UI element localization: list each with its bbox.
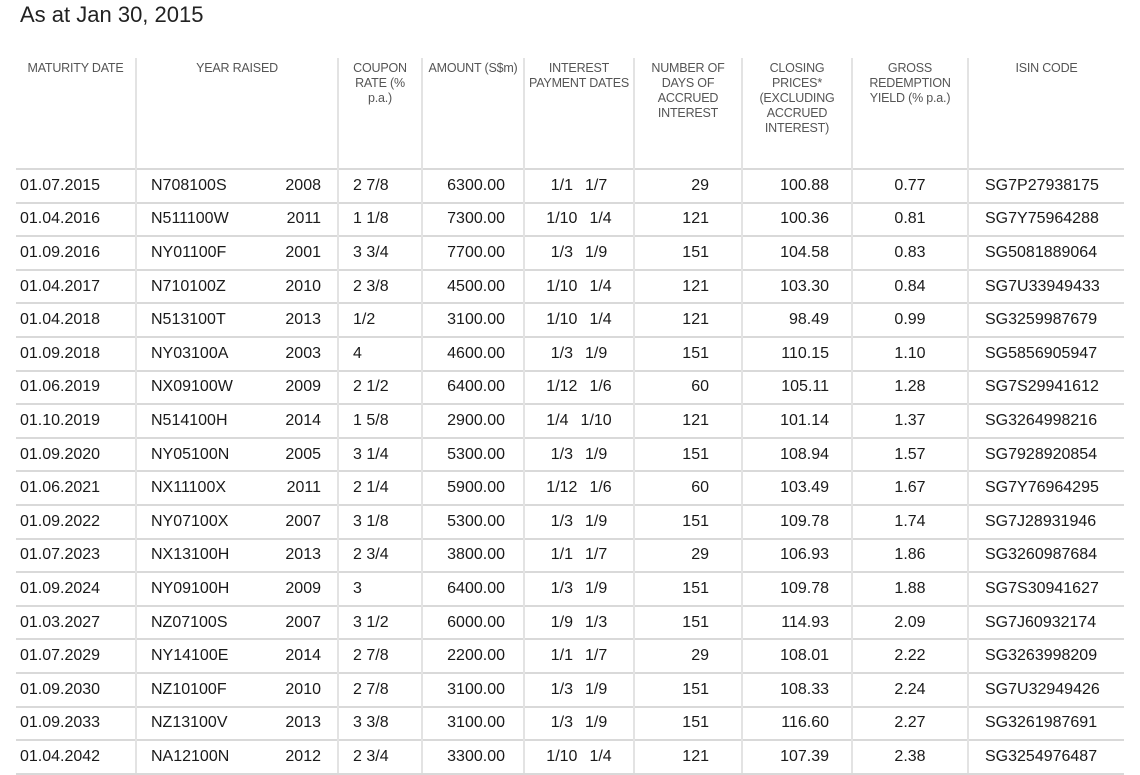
isin-code-cell: SG5081889064 (968, 236, 1124, 270)
isin-code-cell: SG7928920854 (968, 438, 1124, 472)
coupon-rate-cell: 2 3/8 (338, 270, 422, 304)
accrued-days-cell: 151 (634, 337, 742, 371)
interest-date-1: 1/1 (550, 647, 573, 665)
isin-code-cell: SG7P27938175 (968, 169, 1124, 203)
amount-cell: 3100.00 (422, 707, 524, 741)
isin-code-cell: SG7J60932174 (968, 606, 1124, 640)
table-row (16, 337, 1124, 371)
header-isin-code: ISIN CODE (968, 58, 1124, 169)
interest-date-1: 1/10 (546, 311, 578, 329)
coupon-rate-cell: 3 (338, 572, 422, 606)
interest-dates-cell (524, 203, 634, 237)
year-raised-cell (136, 203, 338, 237)
amount-cell: 7300.00 (422, 203, 524, 237)
gross-yield-cell: 2.22 (852, 639, 968, 673)
year-raised-cell (136, 169, 338, 203)
amount-cell: 3300.00 (422, 740, 524, 774)
coupon-rate-cell: 1/2 (338, 303, 422, 337)
table-row (16, 505, 1124, 539)
closing-price-cell: 107.39 (742, 740, 852, 774)
isin-code-cell: SG7S29941612 (968, 371, 1124, 405)
year-raised: 2009 (285, 579, 321, 597)
table-row (16, 371, 1124, 405)
coupon-rate-cell: 4 (338, 337, 422, 371)
gross-yield-cell: 1.10 (852, 337, 968, 371)
closing-price-cell: 108.01 (742, 639, 852, 673)
bond-code: NY01100F (151, 243, 227, 261)
closing-price-cell: 100.88 (742, 169, 852, 203)
accrued-days-cell: 151 (634, 505, 742, 539)
accrued-days-cell: 121 (634, 203, 742, 237)
bond-code: N513100T (151, 311, 226, 329)
header-accrued-days: NUMBER OF DAYS OF ACCRUED INTEREST (634, 58, 742, 169)
maturity-date-cell: 01.06.2019 (16, 371, 136, 405)
table-row (16, 539, 1124, 573)
year-raised: 2007 (285, 512, 321, 530)
interest-date-2: 1/7 (585, 176, 608, 194)
interest-date-2: 1/9 (585, 243, 608, 261)
gross-yield-cell: 1.88 (852, 572, 968, 606)
table-row (16, 707, 1124, 741)
year-raised-cell (136, 236, 338, 270)
interest-date-2: 1/9 (585, 680, 608, 698)
interest-date-1: 1/3 (550, 714, 573, 732)
interest-dates-cell (524, 707, 634, 741)
isin-code-cell: SG3264998216 (968, 404, 1124, 438)
interest-dates-cell (524, 270, 634, 304)
maturity-date-cell: 01.09.2030 (16, 673, 136, 707)
gross-yield-cell: 1.57 (852, 438, 968, 472)
year-raised-cell (136, 606, 338, 640)
interest-dates-cell (524, 303, 634, 337)
bond-code: NX09100W (151, 378, 233, 396)
interest-date-1: 1/3 (550, 579, 573, 597)
year-raised: 2013 (285, 546, 321, 564)
table-row (16, 639, 1124, 673)
maturity-date-cell: 01.09.2024 (16, 572, 136, 606)
table-body (16, 169, 1124, 774)
interest-dates-cell (524, 169, 634, 203)
maturity-date-cell: 01.09.2033 (16, 707, 136, 741)
header-year-raised: YEAR RAISED (136, 58, 338, 169)
closing-price-cell: 104.58 (742, 236, 852, 270)
bond-code: NZ13100V (151, 714, 228, 732)
bond-code: N708100S (151, 176, 227, 194)
table-row (16, 606, 1124, 640)
year-raised-cell (136, 539, 338, 573)
maturity-date-cell: 01.04.2042 (16, 740, 136, 774)
year-raised-cell (136, 572, 338, 606)
interest-date-2: 1/3 (585, 613, 608, 631)
year-raised: 2009 (285, 378, 321, 396)
year-raised-cell (136, 438, 338, 472)
gross-yield-cell: 2.38 (852, 740, 968, 774)
accrued-days-cell: 151 (634, 438, 742, 472)
amount-cell: 6400.00 (422, 371, 524, 405)
maturity-date-cell: 01.10.2019 (16, 404, 136, 438)
interest-date-2: 1/10 (580, 411, 612, 429)
amount-cell: 7700.00 (422, 236, 524, 270)
accrued-days-cell: 151 (634, 707, 742, 741)
coupon-rate-cell: 3 3/4 (338, 236, 422, 270)
coupon-rate-cell: 1 1/8 (338, 203, 422, 237)
closing-price-cell: 109.78 (742, 505, 852, 539)
coupon-rate-cell: 2 7/8 (338, 639, 422, 673)
interest-date-1: 1/1 (550, 176, 573, 194)
interest-dates-cell (524, 404, 634, 438)
year-raised-cell (136, 707, 338, 741)
interest-dates-cell (524, 471, 634, 505)
isin-code-cell: SG7U32949426 (968, 673, 1124, 707)
maturity-date-cell: 01.07.2015 (16, 169, 136, 203)
year-raised-cell (136, 471, 338, 505)
closing-price-cell: 116.60 (742, 707, 852, 741)
isin-code-cell: SG7S30941627 (968, 572, 1124, 606)
interest-dates-cell (524, 673, 634, 707)
closing-price-cell: 105.11 (742, 371, 852, 405)
gross-yield-cell: 1.37 (852, 404, 968, 438)
accrued-days-cell: 60 (634, 471, 742, 505)
gross-yield-cell: 1.86 (852, 539, 968, 573)
year-raised-cell (136, 740, 338, 774)
table-row (16, 471, 1124, 505)
coupon-rate-cell: 2 7/8 (338, 169, 422, 203)
closing-price-cell: 110.15 (742, 337, 852, 371)
bond-code: N514100H (151, 411, 228, 429)
isin-code-cell: SG7J28931946 (968, 505, 1124, 539)
accrued-days-cell: 121 (634, 270, 742, 304)
interest-date-2: 1/4 (589, 747, 612, 765)
bond-code: N511100W (151, 210, 229, 228)
bond-code: NA12100N (151, 747, 230, 765)
interest-dates-cell (524, 539, 634, 573)
year-raised-cell (136, 673, 338, 707)
table-row (16, 270, 1124, 304)
gross-yield-cell: 1.28 (852, 371, 968, 405)
maturity-date-cell: 01.04.2018 (16, 303, 136, 337)
bond-code: NY14100E (151, 647, 229, 665)
accrued-days-cell: 121 (634, 303, 742, 337)
interest-date-2: 1/9 (585, 512, 608, 530)
interest-date-2: 1/9 (585, 714, 608, 732)
year-raised: 2005 (285, 445, 321, 463)
year-raised-cell (136, 505, 338, 539)
interest-date-1: 1/10 (546, 277, 578, 295)
year-raised: 2013 (285, 311, 321, 329)
amount-cell: 4600.00 (422, 337, 524, 371)
interest-dates-cell (524, 639, 634, 673)
interest-dates-cell (524, 438, 634, 472)
accrued-days-cell: 151 (634, 673, 742, 707)
year-raised-cell (136, 371, 338, 405)
closing-price-cell: 101.14 (742, 404, 852, 438)
amount-cell: 6000.00 (422, 606, 524, 640)
interest-date-2: 1/4 (589, 210, 612, 228)
isin-code-cell: SG3261987691 (968, 707, 1124, 741)
closing-price-cell: 98.49 (742, 303, 852, 337)
interest-dates-cell (524, 740, 634, 774)
table-row (16, 169, 1124, 203)
header-interest-payment-dates: INTEREST PAYMENT DATES (524, 58, 634, 169)
amount-cell: 3100.00 (422, 673, 524, 707)
bond-code: NX13100H (151, 546, 230, 564)
maturity-date-cell: 01.04.2016 (16, 203, 136, 237)
accrued-days-cell: 151 (634, 572, 742, 606)
maturity-date-cell: 01.03.2027 (16, 606, 136, 640)
interest-date-1: 1/3 (550, 344, 573, 362)
header-closing-prices: CLOSING PRICES* (EXCLUDING ACCRUED INTEREST) (742, 58, 852, 169)
isin-code-cell: SG7Y76964295 (968, 471, 1124, 505)
amount-cell: 6300.00 (422, 169, 524, 203)
gross-yield-cell: 2.27 (852, 707, 968, 741)
table-row (16, 673, 1124, 707)
bond-prices-table (16, 58, 1124, 775)
amount-cell: 5300.00 (422, 438, 524, 472)
year-raised: 2007 (285, 613, 321, 631)
table-row (16, 404, 1124, 438)
interest-dates-cell (524, 606, 634, 640)
isin-code-cell: SG3259987679 (968, 303, 1124, 337)
table-row (16, 236, 1124, 270)
interest-date-1: 1/3 (550, 512, 573, 530)
interest-date-1: 1/4 (546, 411, 569, 429)
interest-dates-cell (524, 505, 634, 539)
year-raised-cell (136, 303, 338, 337)
year-raised: 2008 (285, 176, 321, 194)
closing-price-cell: 109.78 (742, 572, 852, 606)
coupon-rate-cell: 2 1/4 (338, 471, 422, 505)
bond-code: NY05100N (151, 445, 230, 463)
coupon-rate-cell: 3 1/4 (338, 438, 422, 472)
interest-date-2: 1/7 (585, 647, 608, 665)
interest-date-2: 1/9 (585, 445, 608, 463)
accrued-days-cell: 60 (634, 371, 742, 405)
maturity-date-cell: 01.09.2018 (16, 337, 136, 371)
year-raised: 2003 (285, 344, 321, 362)
header-coupon-rate: COUPON RATE (% p.a.) (338, 58, 422, 169)
coupon-rate-cell: 2 3/4 (338, 740, 422, 774)
year-raised: 2010 (285, 680, 321, 698)
interest-date-1: 1/9 (550, 613, 573, 631)
accrued-days-cell: 151 (634, 606, 742, 640)
year-raised: 2012 (285, 747, 321, 765)
isin-code-cell: SG3254976487 (968, 740, 1124, 774)
amount-cell: 3800.00 (422, 539, 524, 573)
maturity-date-cell: 01.06.2021 (16, 471, 136, 505)
interest-date-1: 1/3 (550, 680, 573, 698)
interest-dates-cell (524, 236, 634, 270)
table-row (16, 572, 1124, 606)
header-gross-yield: GROSS REDEMPTION YIELD (% p.a.) (852, 58, 968, 169)
bond-code: NZ10100F (151, 680, 227, 698)
interest-date-2: 1/4 (589, 311, 612, 329)
closing-price-cell: 108.33 (742, 673, 852, 707)
interest-date-1: 1/10 (546, 747, 578, 765)
table-header-row (16, 58, 1124, 169)
interest-date-2: 1/9 (585, 344, 608, 362)
maturity-date-cell: 01.09.2016 (16, 236, 136, 270)
bond-code: NY03100A (151, 344, 229, 362)
amount-cell: 5900.00 (422, 471, 524, 505)
interest-date-2: 1/9 (585, 579, 608, 597)
gross-yield-cell: 0.77 (852, 169, 968, 203)
closing-price-cell: 106.93 (742, 539, 852, 573)
interest-dates-cell (524, 572, 634, 606)
header-amount: AMOUNT (S$m) (422, 58, 524, 169)
accrued-days-cell: 151 (634, 236, 742, 270)
closing-price-cell: 103.49 (742, 471, 852, 505)
year-raised-cell (136, 639, 338, 673)
closing-price-cell: 100.36 (742, 203, 852, 237)
bond-code: NZ07100S (151, 613, 228, 631)
isin-code-cell: SG7Y75964288 (968, 203, 1124, 237)
isin-code-cell: SG3263998209 (968, 639, 1124, 673)
coupon-rate-cell: 2 1/2 (338, 371, 422, 405)
gross-yield-cell: 0.83 (852, 236, 968, 270)
amount-cell: 6400.00 (422, 572, 524, 606)
year-raised: 2001 (285, 243, 321, 261)
gross-yield-cell: 1.67 (852, 471, 968, 505)
interest-date-1: 1/12 (546, 378, 578, 396)
accrued-days-cell: 29 (634, 169, 742, 203)
coupon-rate-cell: 1 5/8 (338, 404, 422, 438)
bond-code: NY07100X (151, 512, 229, 530)
gross-yield-cell: 0.99 (852, 303, 968, 337)
gross-yield-cell: 0.84 (852, 270, 968, 304)
year-raised-cell (136, 270, 338, 304)
amount-cell: 4500.00 (422, 270, 524, 304)
maturity-date-cell: 01.07.2029 (16, 639, 136, 673)
year-raised: 2010 (285, 277, 321, 295)
accrued-days-cell: 121 (634, 740, 742, 774)
amount-cell: 3100.00 (422, 303, 524, 337)
closing-price-cell: 114.93 (742, 606, 852, 640)
table-row (16, 203, 1124, 237)
gross-yield-cell: 2.24 (852, 673, 968, 707)
amount-cell: 2900.00 (422, 404, 524, 438)
page-title: As at Jan 30, 2015 (20, 2, 204, 27)
closing-price-cell: 103.30 (742, 270, 852, 304)
gross-yield-cell: 0.81 (852, 203, 968, 237)
maturity-date-cell: 01.07.2023 (16, 539, 136, 573)
isin-code-cell: SG3260987684 (968, 539, 1124, 573)
interest-date-2: 1/6 (589, 378, 612, 396)
table-row (16, 438, 1124, 472)
year-raised: 2014 (285, 411, 321, 429)
amount-cell: 2200.00 (422, 639, 524, 673)
year-raised: 2013 (285, 714, 321, 732)
coupon-rate-cell: 2 3/4 (338, 539, 422, 573)
maturity-date-cell: 01.09.2022 (16, 505, 136, 539)
year-raised: 2014 (285, 647, 321, 665)
coupon-rate-cell: 3 3/8 (338, 707, 422, 741)
year-raised: 2011 (286, 479, 321, 497)
isin-code-cell: SG7U33949433 (968, 270, 1124, 304)
interest-date-2: 1/4 (589, 277, 612, 295)
gross-yield-cell: 2.09 (852, 606, 968, 640)
year-raised-cell (136, 337, 338, 371)
header-maturity-date: MATURITY DATE (27, 61, 124, 75)
maturity-date-cell: 01.04.2017 (16, 270, 136, 304)
interest-date-1: 1/1 (550, 546, 573, 564)
interest-date-1: 1/12 (546, 479, 578, 497)
isin-code-cell: SG5856905947 (968, 337, 1124, 371)
bond-code: N710100Z (151, 277, 226, 295)
coupon-rate-cell: 2 7/8 (338, 673, 422, 707)
bond-code: NX11100X (151, 479, 227, 497)
accrued-days-cell: 29 (634, 539, 742, 573)
closing-price-cell: 108.94 (742, 438, 852, 472)
coupon-rate-cell: 3 1/2 (338, 606, 422, 640)
accrued-days-cell: 121 (634, 404, 742, 438)
table-row (16, 740, 1124, 774)
interest-dates-cell (524, 371, 634, 405)
year-raised: 2011 (286, 210, 321, 228)
maturity-date-cell: 01.09.2020 (16, 438, 136, 472)
accrued-days-cell: 29 (634, 639, 742, 673)
interest-date-2: 1/7 (585, 546, 608, 564)
year-raised-cell (136, 404, 338, 438)
interest-date-1: 1/3 (550, 445, 573, 463)
gross-yield-cell: 1.74 (852, 505, 968, 539)
amount-cell: 5300.00 (422, 505, 524, 539)
interest-dates-cell (524, 337, 634, 371)
coupon-rate-cell: 3 1/8 (338, 505, 422, 539)
bond-code: NY09100H (151, 579, 230, 597)
table-row (16, 303, 1124, 337)
interest-date-1: 1/3 (550, 243, 573, 261)
interest-date-1: 1/10 (546, 210, 578, 228)
interest-date-2: 1/6 (589, 479, 612, 497)
